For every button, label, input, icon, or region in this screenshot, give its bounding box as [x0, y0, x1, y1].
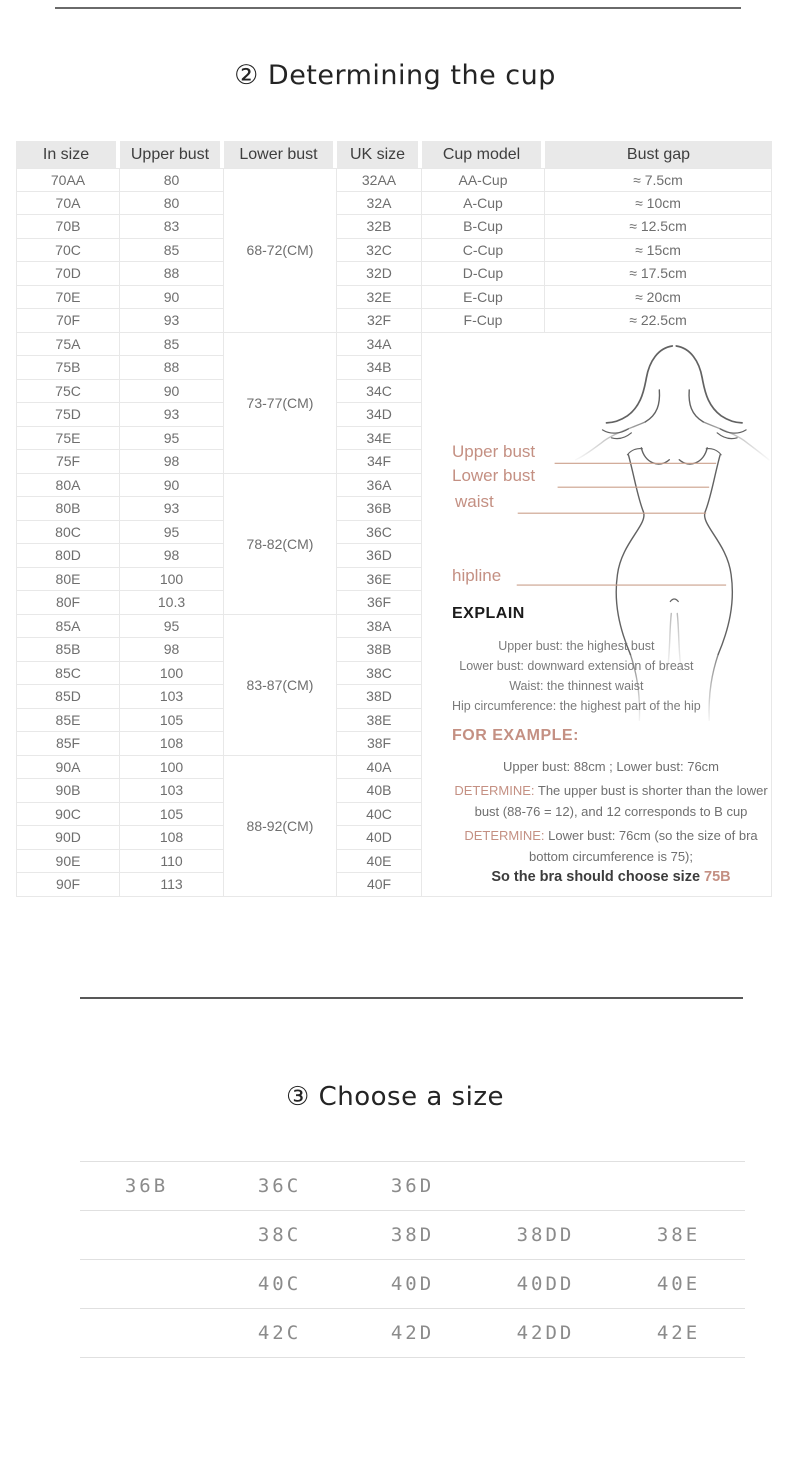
- table-cell: 75E: [16, 427, 120, 451]
- measurement-lines: [517, 463, 726, 585]
- table-cell: 32B: [337, 215, 422, 239]
- section2-title: ② Determining the cup: [234, 60, 556, 91]
- table-cell: 36F: [337, 591, 422, 615]
- table-cell: 83-87(CM): [224, 615, 337, 756]
- table-cell: 95: [120, 427, 224, 451]
- table-row: [16, 239, 772, 263]
- size-option: 40DD: [516, 1273, 575, 1295]
- table-cell: 32E: [337, 286, 422, 310]
- table-cell: 90C: [16, 803, 120, 827]
- table-cell: 38A: [337, 615, 422, 639]
- table-row: [16, 262, 772, 286]
- table-cell: C-Cup: [422, 239, 545, 263]
- column-header: Bust gap: [545, 141, 772, 168]
- table-cell: 93: [120, 497, 224, 521]
- table-cell: F-Cup: [422, 309, 545, 333]
- table-cell: 32F: [337, 309, 422, 333]
- table-cell: 85C: [16, 662, 120, 686]
- size-option: 42C: [257, 1322, 302, 1344]
- table-cell: 90B: [16, 779, 120, 803]
- table-cell: 85: [120, 239, 224, 263]
- example-determine-2: [452, 825, 770, 867]
- table-cell: 70D: [16, 262, 120, 286]
- table-cell: 34F: [337, 450, 422, 474]
- table-cell: 40E: [337, 850, 422, 874]
- table-cell: 88: [120, 356, 224, 380]
- table-cell: 95: [120, 615, 224, 639]
- table-cell: 105: [120, 803, 224, 827]
- table-cell: 38E: [337, 709, 422, 733]
- size-option: 38E: [656, 1224, 701, 1246]
- table-cell: 98: [120, 544, 224, 568]
- table-cell: 40D: [337, 826, 422, 850]
- table-header-row: [16, 141, 772, 168]
- size-option: 40E: [656, 1273, 701, 1295]
- table-cell: D-Cup: [422, 262, 545, 286]
- table-cell: 80A: [16, 474, 120, 498]
- determine-text: Lower bust: 76cm (so the size of bra bottom circumference is 75);: [528, 827, 758, 864]
- column-header: Upper bust: [120, 141, 224, 168]
- table-cell: 85A: [16, 615, 120, 639]
- table-cell: 103: [120, 685, 224, 709]
- table-cell: 83: [120, 215, 224, 239]
- table-cell: 38B: [337, 638, 422, 662]
- size-option: 36D: [390, 1175, 435, 1197]
- table-cell: E-Cup: [422, 286, 545, 310]
- size-option: 42DD: [516, 1322, 575, 1344]
- label-hipline: hipline: [452, 565, 502, 585]
- table-cell: 32A: [337, 192, 422, 216]
- table-cell: 95: [120, 521, 224, 545]
- table-cell: 85E: [16, 709, 120, 733]
- example-measurements: Upper bust: 88cm ; Lower bust: 76cm: [502, 758, 720, 774]
- table-cell: 85B: [16, 638, 120, 662]
- figure-panel-cell: [422, 333, 772, 897]
- size-option: 36C: [257, 1175, 302, 1197]
- explain-item: Lower bust: downward extension of breast: [459, 658, 694, 673]
- table-cell: ≈ 10cm: [545, 192, 772, 216]
- table-cell: ≈ 22.5cm: [545, 309, 772, 333]
- table-cell: 70C: [16, 239, 120, 263]
- table-cell: 100: [120, 662, 224, 686]
- size-option: 40C: [257, 1273, 302, 1295]
- size-option: 40D: [390, 1273, 435, 1295]
- table-cell: 75C: [16, 380, 120, 404]
- explain-item: Waist: the thinnest waist: [509, 678, 644, 693]
- table-cell: 36B: [337, 497, 422, 521]
- table-cell: 10.3: [120, 591, 224, 615]
- determine-label: DETERMINE:: [464, 827, 545, 843]
- table-cell: 78-82(CM): [224, 474, 337, 615]
- determine-label: DETERMINE:: [454, 782, 535, 798]
- table-cell: 90: [120, 286, 224, 310]
- label-lower-bust: Lower bust: [452, 465, 536, 485]
- table-cell: 40F: [337, 873, 422, 897]
- table-cell: 80B: [16, 497, 120, 521]
- size-option: 42D: [390, 1322, 435, 1344]
- section3-title: ③ Choose a size: [286, 1082, 504, 1112]
- table-cell: 70AA: [16, 168, 120, 192]
- table-cell: 34D: [337, 403, 422, 427]
- table-cell: 93: [120, 309, 224, 333]
- table-cell: 34E: [337, 427, 422, 451]
- table-cell: 38D: [337, 685, 422, 709]
- example-body: [452, 756, 770, 888]
- table-cell: 80E: [16, 568, 120, 592]
- table-cell: 103: [120, 779, 224, 803]
- table-row: [16, 168, 772, 192]
- table-cell: 93: [120, 403, 224, 427]
- table-cell: 90F: [16, 873, 120, 897]
- table-cell: 70B: [16, 215, 120, 239]
- size-grid-row: [80, 1259, 745, 1308]
- table-cell: 90E: [16, 850, 120, 874]
- table-cell: B-Cup: [422, 215, 545, 239]
- table-cell: 75D: [16, 403, 120, 427]
- table-cell: 90: [120, 380, 224, 404]
- size-options-grid: [80, 1161, 745, 1358]
- table-cell: 70F: [16, 309, 120, 333]
- table-cell: 80D: [16, 544, 120, 568]
- size-option: 38D: [390, 1224, 435, 1246]
- column-header: Cup model: [422, 141, 545, 168]
- size-grid-row: [80, 1161, 745, 1210]
- table-cell: 85F: [16, 732, 120, 756]
- table-body: [16, 168, 772, 897]
- example-heading: FOR EXAMPLE:: [452, 726, 579, 744]
- table-row: [16, 333, 772, 357]
- table-cell: 88: [120, 262, 224, 286]
- table-cell: 113: [120, 873, 224, 897]
- table-cell: 75F: [16, 450, 120, 474]
- example-determine-1: [452, 780, 770, 822]
- explain-list: [452, 636, 701, 716]
- table-row: [16, 215, 772, 239]
- table-cell: 100: [120, 756, 224, 780]
- table-row: [16, 192, 772, 216]
- table-row: [16, 309, 772, 333]
- figure-panel: [422, 333, 771, 896]
- table-cell: 80: [120, 192, 224, 216]
- table-cell: ≈ 17.5cm: [545, 262, 772, 286]
- label-upper-bust: Upper bust: [452, 441, 536, 461]
- table-cell: 73-77(CM): [224, 333, 337, 474]
- table-cell: A-Cup: [422, 192, 545, 216]
- explain-item: Hip circumference: the highest part of the hip: [452, 698, 701, 713]
- table-cell: 32D: [337, 262, 422, 286]
- table-cell: 90A: [16, 756, 120, 780]
- label-waist: waist: [455, 491, 494, 511]
- table-cell: 38F: [337, 732, 422, 756]
- table-cell: 100: [120, 568, 224, 592]
- size-option: 38DD: [516, 1224, 575, 1246]
- table-cell: 70A: [16, 192, 120, 216]
- table-cell: 90: [120, 474, 224, 498]
- size-grid-row: [80, 1308, 745, 1357]
- table-cell: 70E: [16, 286, 120, 310]
- table-cell: 34B: [337, 356, 422, 380]
- table-cell: 110: [120, 850, 224, 874]
- table-cell: 40B: [337, 779, 422, 803]
- column-header: UK size: [337, 141, 422, 168]
- table-cell: ≈ 20cm: [545, 286, 772, 310]
- table-cell: 32AA: [337, 168, 422, 192]
- table-cell: ≈ 7.5cm: [545, 168, 772, 192]
- table-cell: 36D: [337, 544, 422, 568]
- table-cell: 98: [120, 450, 224, 474]
- table-cell: 108: [120, 826, 224, 850]
- table-cell: 36C: [337, 521, 422, 545]
- table-cell: ≈ 15cm: [545, 239, 772, 263]
- size-option: 36B: [124, 1175, 169, 1197]
- table-cell: 34C: [337, 380, 422, 404]
- table-cell: 36A: [337, 474, 422, 498]
- table-cell: AA-Cup: [422, 168, 545, 192]
- example-conclusion: [452, 867, 770, 888]
- size-option: 38C: [257, 1224, 302, 1246]
- table-cell: 36E: [337, 568, 422, 592]
- table-cell: 32C: [337, 239, 422, 263]
- table-row: [16, 286, 772, 310]
- table-cell: 40A: [337, 756, 422, 780]
- determine-text: The upper bust is shorter than the lower bust (88-76 = 12), and 12 corresponds to B cup: [474, 782, 768, 819]
- table-cell: ≈ 12.5cm: [545, 215, 772, 239]
- table-cell: 40C: [337, 803, 422, 827]
- conclusion-size: 75B: [704, 868, 731, 885]
- table-cell: 80C: [16, 521, 120, 545]
- table-cell: 85: [120, 333, 224, 357]
- table-cell: 85D: [16, 685, 120, 709]
- table-cell: 34A: [337, 333, 422, 357]
- size-option: 42E: [656, 1322, 701, 1344]
- explain-item: Upper bust: the highest bust: [498, 638, 655, 653]
- size-chart-table: [16, 141, 772, 897]
- table-cell: 38C: [337, 662, 422, 686]
- size-grid-row: [80, 1210, 745, 1259]
- column-header: In size: [16, 141, 120, 168]
- conclusion-text: So the bra should choose size: [491, 868, 705, 885]
- table-cell: 75B: [16, 356, 120, 380]
- table-cell: 80: [120, 168, 224, 192]
- table-cell: 90D: [16, 826, 120, 850]
- table-cell: 75A: [16, 333, 120, 357]
- top-divider: [55, 7, 741, 9]
- explain-heading: EXPLAIN: [452, 604, 525, 622]
- table-cell: 80F: [16, 591, 120, 615]
- table-cell: 68-72(CM): [224, 168, 337, 333]
- table-cell: 98: [120, 638, 224, 662]
- table-cell: 88-92(CM): [224, 756, 337, 897]
- table-cell: 105: [120, 709, 224, 733]
- section-divider: [80, 997, 743, 999]
- table-cell: 108: [120, 732, 224, 756]
- column-header: Lower bust: [224, 141, 337, 168]
